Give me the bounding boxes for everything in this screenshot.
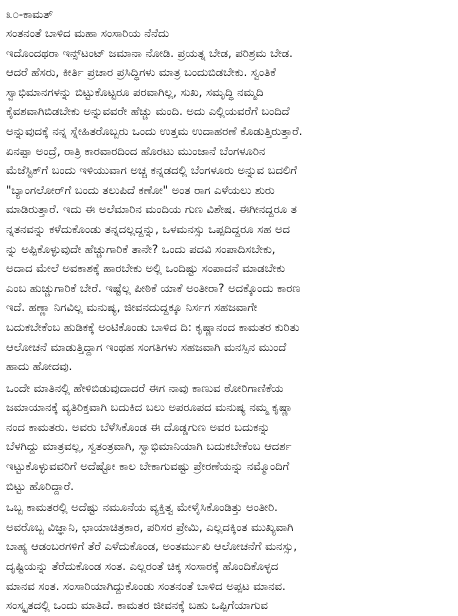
text-line: ದೃಷ್ಟಿಯನ್ನು ತೆರೆದುಕೊಂಡ ಸಂತ. ಎಲ್ಲರಂತೆ ಚಿಕ್ಕ ಸಂಸಾರಕ್ಕೆ ಹೊಂದಿಕೊಳ್ಳದ [6,559,279,574]
text-line: ಮಾಡಿರುತ್ತಾರೆ. ಇದು ಈ ಅಲೆಮಾರಿನ ಮಂದಿಯ ಗುಣ ವಿಶೇಷ. ಈಗೀನದ್ದರೂ ತ [6,202,297,217]
paragraph [6,24,452,377]
text-line: ಆಲೋಚನೆ ಮಾಡುತ್ತಿದ್ದಾಗ ಇಂಥಹ ಸಂಗತಿಗಳು ಸಹಜವಾಗಿ ಮನಸ್ಸಿನ ಮುಂದೆ [6,339,287,354]
text-line: ನ್ನು ಅಪ್ಪಿಕೊಳ್ಳುವುದೇ ಹೆಚ್ಚುಗಾರಿಕೆ ತಾನೇ? ಒಂದು ಪದವಿ ಸಂಪಾದಿಸಬೇಕು, [6,241,276,256]
text-line: ಒಬ್ಬ ಕಾಮತರಲ್ಲಿ ಅದೆಷ್ಟು ನಮೂನೆಯ ವ್ಯಕ್ತಿತ್ವ ಮೇಳೈಸಿಕೊಂಡಿತ್ತು ಅಂತೀರಿ. [6,500,278,515]
text-line: ಬೆಳಗಿದ್ದು ಮಾತ್ರವಲ್ಲ, ಸ್ವತಂತ್ರವಾಗಿ, ಸ್ವಾಭಿಮಾನಿಯಾಗಿ ಬದುಕಬೇಕೆಂಬ ಆದರ್ಶ [6,439,292,454]
text-line: ಮಾನವ ಸಂತ. ಸಂಸಾರಿಯಾಗಿದ್ದುಕೊಂಡು ಸಂತನಂತೆ ಬಾಳಿದ ಅಪ್ಪಟ ಮಾನವ. [6,578,286,593]
paragraph [6,379,452,497]
text-line: ಜಮಾಯಾನಕ್ಕೆ ವ್ಯತಿರಿಕ್ತವಾಗಿ ಬದುಕಿದ ಬಲು ಅಪರೂಪದ ಮನುಷ್ಯ ನಮ್ಮ ಕೃಷ್ಣಾ [6,400,293,415]
text-line: ಬಾಹ್ಯ ಆಡಂಬರಗಳಿಗೆ ತೆರೆ ಎಳೆದುಕೊಂಡ, ಅಂತರ್ಮುಖಿ ಆಲೋಚನೆಗೆ ಮನಸ್ಸು, [6,539,297,554]
text-line: ಅದಾದ ಮೇಲೆ ಅವಕಾಶಕ್ಕೆ ಹಾರಬೇಕು ಅಲ್ಲಿ ಒಂದಿಷ್ಟು ಸಂಪಾದನೆ ಮಾಡಬೇಕು [6,261,286,276]
chapter-heading: ೩೦-ಕಾಮತ್ [6,7,54,21]
text-line: ಏನಪ್ಪಾ ಅಂದ್ರೆ, ರಾತ್ರಿ ಕಾರವಾರದಿಂದ ಹೊರಟು ಮುಂಜಾನೆ ಬೆಂಗಳೂರಿನ [6,143,266,158]
paragraph [6,498,452,616]
text-line: ನ್ನತನವನ್ನು ಕಳೆದುಕೊಂಡು ತನ್ನದಲ್ಲದ್ದನ್ನು, ಒಳಮನಸ್ಸು ಒಪ್ಪದಿದ್ದರೂ ಸಹ ಅದ [6,221,290,236]
text-line: ಸಂಸ್ಕೃತದಲ್ಲಿ ಒಂದು ಮಾತಿದೆ. ಕಾಮತರ ಜೀವನಕ್ಕೆ ಬಹು ಒಪ್ಪಿಗೆಯಾಗುವ [6,598,268,613]
text-line: ಇದೆ. ಹಣ್ಣಾ ನಿಗವಿಲ್ಲ ಮನುಷ್ಯ, ಜೀವನದುದ್ದಕ್ಕೂ ನಿರ್ಸಗ ಸಹಜವಾಗೇ [6,300,258,315]
text-line: ಸ್ವಾಭಿಮಾನಗಳನ್ನು ಬಿಟ್ಟುಕೊಟ್ಟರೂ ಪರವಾಗಿಲ್ಲ, ಸುಖ, ಸಮೃದ್ಧಿ ನಮ್ಮದಿ [6,84,264,99]
text-line: ಆದರೆ ಹೆಸರು, ಕೀರ್ತಿ ಪ್ರಚಾರ ಪ್ರಸಿದ್ಧಿಗಳು ಮಾತ್ರ ಬಂದುಬಿಡಬೇಕು. ಸ್ವಂತಿಕೆ [6,65,276,80]
text-line: "ಬ್ಯಾಂಗಲೋರ್‌ಗೆ ಬಂದು ತಲುಪಿದೆ ಕಣೋ" ಅಂತ ರಾಗ ಎಳೆಯಲು ಶುರು [6,182,275,197]
text-line: ಸಂತನಂತೆ ಬಾಳಿದ ಮಹಾ ಸಂಸಾರಿಯ ನೆನೆದು [6,26,170,40]
text-line: ಎಂಬ ಹುಚ್ಚುಗಾರಿಕೆ ಬೇರೆ. ಇಷ್ಟೆಲ್ಲ ಪೀಠಿಕೆ ಯಾಕೆ ಅಂತೀರಾ? ಅದಕ್ಕೊಂದು ಕಾರಣ [6,280,301,295]
document-body [6,24,452,616]
text-line: ಬದುಕಬೇಕೆಂಬ ಹುಡಿಕಕ್ಕೆ ಅಂಟಿಕೊಂಡು ಬಾಳಿದ ದಿ: ಕೃಷ್ಣಾನಂದ ಕಾಮತರ ಕುರಿತು [6,319,300,334]
text-line: ಅವರೊಬ್ಬ ವಿಜ್ಞಾನಿ, ಛಾಯಾಚಿತ್ರಕಾರ, ಪರಿಸರ ಪ್ರೇಮಿ, ಎಲ್ಲದಕ್ಕಿಂತ ಮುಖ್ಯವಾಗಿ [6,519,294,534]
text-line: ಬಿಟ್ಟು ಹೊರಿದ್ದಾರೆ. [6,478,74,493]
text-line: ಒಂದೇ ಮಾತಿನಲ್ಲಿ ಹೇಳಿಬಿಡುವುದಾದರೆ ಈಗ ನಾವು ಕಾಣುವ ಠೋರಿಗಾಣಿಕೆಯ [6,380,284,395]
text-line: ಇಟ್ಟುಕೊಳ್ಳುವವರಿಗೆ ಅದೆಷ್ಟೋ ಕಾಲ ಬೇಕಾಗುವಷ್ಟು ಪ್ರೇರಣೆಯನ್ನು ನಮ್ಮೊಂದಿಗೆ [6,459,290,474]
text-line: ಅನ್ನುವುದಕ್ಕೆ ನನ್ನ ಸ್ನೇಹಿತರೊಬ್ಬರು ಒಂದು ಉತ್ತಮ ಉದಾಹರಣೆ ಕೊಡುತ್ತಿರುತ್ತಾರೆ. [6,123,303,138]
text-line: ಇದೊಂದಥರಾ ಇನ್ಸ್‌ಟಂಟ್ ಜಮಾನಾ ನೋಡಿ. ಪ್ರಯತ್ನ ಬೇಡ, ಪರಿಶ್ರಮ ಬೇಡ. [6,45,293,60]
text-line: ಹಾದು ಹೋದವು. [6,359,73,374]
text-line: ಕೈವಶವಾಗಿಬಿಡಬೇಕು ಅನ್ನುವವರೇ ಹೆಚ್ಚು ಮಂದಿ. ಅದು ಎಲ್ಲಿಯವರೆಗೆ ಬಂದಿದೆ [6,104,290,119]
text-line: ನಂದ ಕಾಮತರು. ಅವರು ಬೆಳೆಸಿಕೊಂಡ ಈ ದೊಡ್ಡಗುಣ ಅವರ ಬದುಕನ್ನು [6,419,270,434]
text-line: ಮೆಜೆಸ್ಟಿಕ್‌ಗೆ ಬಂದು ಇಳಿಯುವಾಗ ಅಚ್ಚ ಕನ್ನಡದಲ್ಲಿ ಬೆಂಗಳೂರು ಅನ್ನುವ ಬದಲಿಗೆ [6,163,297,178]
